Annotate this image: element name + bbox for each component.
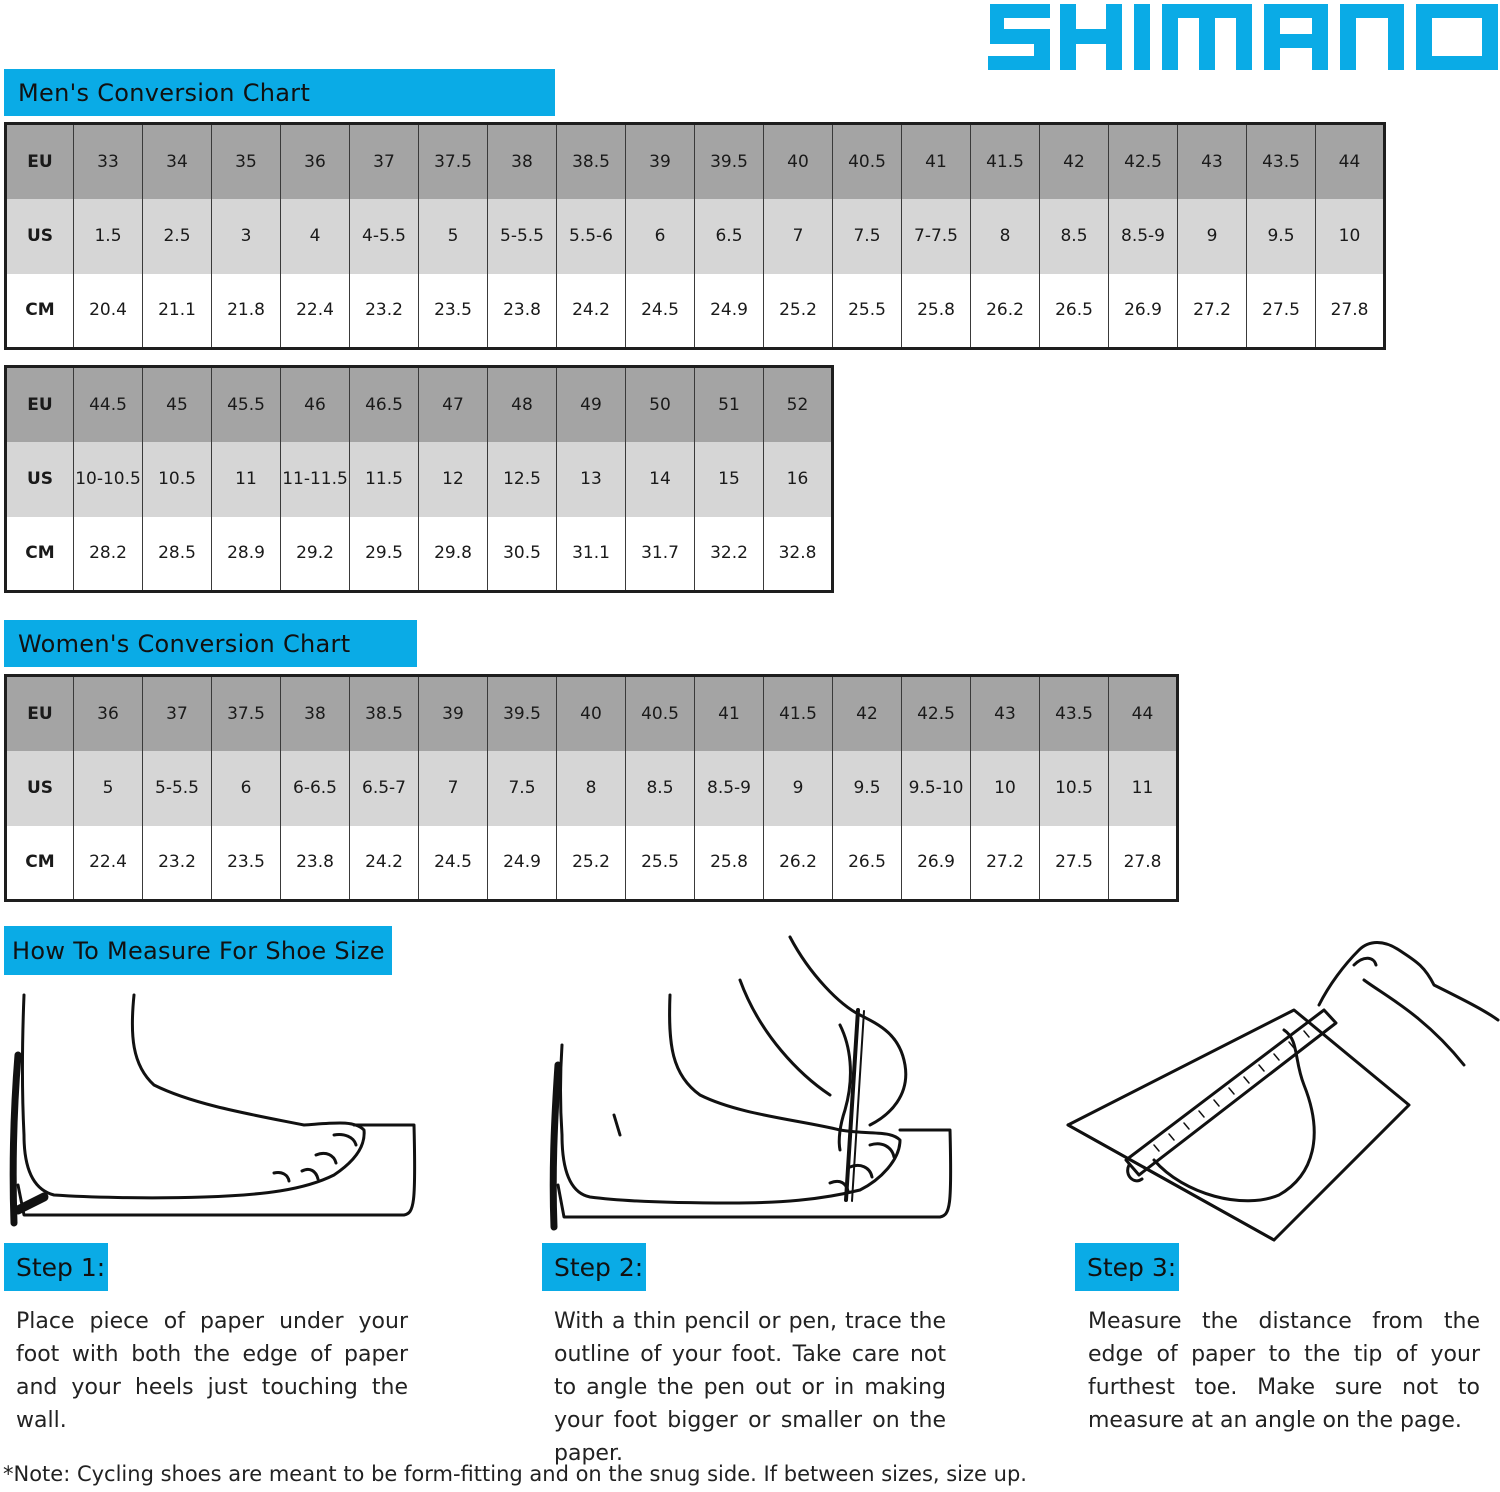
size-cell: 7.5	[833, 199, 902, 274]
size-cell: 22.4	[74, 826, 143, 901]
step-1-text: Place piece of paper under your foot with both the edge of paper and your heels just touching the wall.	[16, 1309, 408, 1433]
size-cell: 20.4	[74, 274, 143, 349]
size-cell: 39.5	[488, 676, 557, 751]
size-cell: 27.8	[1316, 274, 1385, 349]
size-cell: 26.9	[1109, 274, 1178, 349]
size-cell: 5-5.5	[488, 199, 557, 274]
size-cell: 26.5	[833, 826, 902, 901]
size-cell: 5	[74, 751, 143, 826]
size-cell: 2.5	[143, 199, 212, 274]
size-cell: 3	[212, 199, 281, 274]
size-cell: 26.9	[902, 826, 971, 901]
size-cell: 23.5	[212, 826, 281, 901]
size-cell: 41	[902, 124, 971, 199]
size-row-us	[6, 442, 833, 517]
size-cell: 8	[971, 199, 1040, 274]
size-cell: 6	[626, 199, 695, 274]
step-2-label-text: Step 2:	[554, 1252, 644, 1282]
size-cell: 8.5	[626, 751, 695, 826]
size-cell: 24.9	[695, 274, 764, 349]
size-cell: 24.5	[626, 274, 695, 349]
size-row-eu	[6, 124, 1385, 199]
size-cell: 14	[626, 442, 695, 517]
size-cell: 27.8	[1109, 826, 1178, 901]
size-cell: 8.5-9	[695, 751, 764, 826]
size-cell: 35	[212, 124, 281, 199]
size-cell: 22.4	[281, 274, 350, 349]
size-cell: 41.5	[764, 676, 833, 751]
size-cell: 32.2	[695, 517, 764, 592]
size-cell: 10.5	[143, 442, 212, 517]
size-cell: 39	[626, 124, 695, 199]
size-cell: 6.5	[695, 199, 764, 274]
size-cell: 46	[281, 367, 350, 442]
size-cell: 9	[1178, 199, 1247, 274]
size-cell: 6-6.5	[281, 751, 350, 826]
size-cell: 10.5	[1040, 751, 1109, 826]
size-row-cm	[6, 517, 833, 592]
size-cell: 37	[143, 676, 212, 751]
size-cell: 21.1	[143, 274, 212, 349]
step-3-label	[1075, 1243, 1179, 1291]
size-cell: 34	[143, 124, 212, 199]
size-cell: 5-5.5	[143, 751, 212, 826]
row-header: EU	[6, 676, 74, 751]
size-cell: 11.5	[350, 442, 419, 517]
measure-title	[4, 926, 392, 975]
size-cell: 42.5	[1109, 124, 1178, 199]
size-cell: 31.7	[626, 517, 695, 592]
size-cell: 9.5	[1247, 199, 1316, 274]
womens-size-table	[4, 674, 1179, 902]
size-cell: 5	[419, 199, 488, 274]
size-cell: 48	[488, 367, 557, 442]
size-cell: 10	[971, 751, 1040, 826]
size-cell: 28.5	[143, 517, 212, 592]
size-cell: 50	[626, 367, 695, 442]
size-cell: 5.5-6	[557, 199, 626, 274]
size-cell: 36	[281, 124, 350, 199]
size-cell: 26.5	[1040, 274, 1109, 349]
size-cell: 13	[557, 442, 626, 517]
size-cell: 43	[1178, 124, 1247, 199]
size-cell: 21.8	[212, 274, 281, 349]
row-header: EU	[6, 367, 74, 442]
size-cell: 43.5	[1247, 124, 1316, 199]
size-cell: 7-7.5	[902, 199, 971, 274]
size-cell: 11-11.5	[281, 442, 350, 517]
size-cell: 9.5-10	[902, 751, 971, 826]
size-cell: 44	[1316, 124, 1385, 199]
size-cell: 26.2	[971, 274, 1040, 349]
row-header: US	[6, 199, 74, 274]
measure-title-text: How To Measure For Shoe Size	[12, 936, 385, 965]
size-cell: 15	[695, 442, 764, 517]
size-cell: 40	[557, 676, 626, 751]
size-cell: 4	[281, 199, 350, 274]
size-cell: 42.5	[902, 676, 971, 751]
size-cell: 38	[488, 124, 557, 199]
foot-on-paper-illustration	[4, 985, 424, 1230]
step-2-label	[542, 1243, 646, 1291]
size-cell: 32.8	[764, 517, 833, 592]
size-cell: 11	[212, 442, 281, 517]
size-cell: 40.5	[626, 676, 695, 751]
size-row-eu	[6, 676, 1178, 751]
row-header: US	[6, 751, 74, 826]
size-cell: 52	[764, 367, 833, 442]
size-cell: 25.8	[902, 274, 971, 349]
size-cell: 25.8	[695, 826, 764, 901]
size-cell: 27.2	[971, 826, 1040, 901]
size-cell: 12	[419, 442, 488, 517]
shimano-logo-wordmark	[988, 4, 1498, 70]
size-cell: 37	[350, 124, 419, 199]
step-3-text: Measure the distance from the edge of paper to the tip of your furthest toe. Make sure not to measure at an angle on the page.	[1088, 1309, 1480, 1433]
size-cell: 47	[419, 367, 488, 442]
size-cell: 31.1	[557, 517, 626, 592]
size-row-cm	[6, 274, 1385, 349]
row-header: CM	[6, 274, 74, 349]
size-cell: 23.2	[350, 274, 419, 349]
trace-foot-illustration	[540, 935, 960, 1235]
size-cell: 45	[143, 367, 212, 442]
size-cell: 8.5-9	[1109, 199, 1178, 274]
size-cell: 44.5	[74, 367, 143, 442]
size-cell: 23.8	[488, 274, 557, 349]
size-cell: 30.5	[488, 517, 557, 592]
size-cell: 23.5	[419, 274, 488, 349]
size-cell: 43	[971, 676, 1040, 751]
size-cell: 11	[1109, 751, 1178, 826]
size-cell: 33	[74, 124, 143, 199]
size-cell: 25.2	[764, 274, 833, 349]
size-cell: 39.5	[695, 124, 764, 199]
size-cell: 37.5	[212, 676, 281, 751]
row-header: CM	[6, 826, 74, 901]
size-cell: 6.5-7	[350, 751, 419, 826]
mens-size-table-1	[4, 122, 1386, 350]
size-cell: 27.2	[1178, 274, 1247, 349]
size-cell: 6	[212, 751, 281, 826]
size-row-eu	[6, 367, 833, 442]
size-cell: 16	[764, 442, 833, 517]
size-cell: 4-5.5	[350, 199, 419, 274]
size-cell: 1.5	[74, 199, 143, 274]
size-cell: 40	[764, 124, 833, 199]
size-cell: 23.8	[281, 826, 350, 901]
sizing-note: *Note: Cycling shoes are meant to be form-fitting and on the snug side. If between sizes, size up.	[3, 1462, 1027, 1486]
size-cell: 25.2	[557, 826, 626, 901]
size-cell: 37.5	[419, 124, 488, 199]
size-cell: 43.5	[1040, 676, 1109, 751]
size-cell: 44	[1109, 676, 1178, 751]
size-cell: 36	[74, 676, 143, 751]
size-cell: 7	[419, 751, 488, 826]
size-cell: 8.5	[1040, 199, 1109, 274]
size-cell: 24.2	[557, 274, 626, 349]
step-2-text: With a thin pencil or pen, trace the outline of your foot. Take care not to angle the pen out or in making your foot bigger or smaller on the paper.	[554, 1309, 946, 1466]
size-cell: 9.5	[833, 751, 902, 826]
mens-chart-title-text: Men's Conversion Chart	[18, 78, 311, 107]
size-row-us	[6, 751, 1178, 826]
size-cell: 26.2	[764, 826, 833, 901]
size-cell: 45.5	[212, 367, 281, 442]
size-cell: 7	[764, 199, 833, 274]
womens-chart-title-text: Women's Conversion Chart	[18, 629, 351, 658]
size-cell: 39	[419, 676, 488, 751]
size-cell: 38.5	[557, 124, 626, 199]
size-cell: 29.8	[419, 517, 488, 592]
size-cell: 27.5	[1040, 826, 1109, 901]
size-cell: 27.5	[1247, 274, 1316, 349]
shimano-logo	[988, 4, 1498, 70]
size-cell: 49	[557, 367, 626, 442]
womens-chart-title	[4, 620, 417, 667]
size-cell: 38.5	[350, 676, 419, 751]
size-cell: 12.5	[488, 442, 557, 517]
measure-paper-illustration	[1064, 935, 1500, 1245]
size-cell: 10	[1316, 199, 1385, 274]
size-row-us	[6, 199, 1385, 274]
size-cell: 46.5	[350, 367, 419, 442]
size-cell: 25.5	[833, 274, 902, 349]
step-3-label-text: Step 3:	[1087, 1252, 1177, 1282]
row-header: US	[6, 442, 74, 517]
size-cell: 24.2	[350, 826, 419, 901]
size-cell: 42	[1040, 124, 1109, 199]
row-header: CM	[6, 517, 74, 592]
mens-chart-title	[4, 69, 555, 116]
size-cell: 8	[557, 751, 626, 826]
size-cell: 29.5	[350, 517, 419, 592]
size-cell: 28.9	[212, 517, 281, 592]
size-cell: 41.5	[971, 124, 1040, 199]
size-cell: 40.5	[833, 124, 902, 199]
step-1-label-text: Step 1:	[16, 1252, 106, 1282]
size-cell: 9	[764, 751, 833, 826]
row-header: EU	[6, 124, 74, 199]
size-row-cm	[6, 826, 1178, 901]
step-1-label	[4, 1243, 108, 1291]
size-cell: 42	[833, 676, 902, 751]
size-cell: 24.9	[488, 826, 557, 901]
size-cell: 23.2	[143, 826, 212, 901]
mens-size-table-2	[4, 365, 834, 593]
size-cell: 51	[695, 367, 764, 442]
size-cell: 10-10.5	[74, 442, 143, 517]
size-cell: 25.5	[626, 826, 695, 901]
size-cell: 29.2	[281, 517, 350, 592]
size-cell: 7.5	[488, 751, 557, 826]
size-cell: 41	[695, 676, 764, 751]
size-cell: 28.2	[74, 517, 143, 592]
size-cell: 24.5	[419, 826, 488, 901]
size-cell: 38	[281, 676, 350, 751]
